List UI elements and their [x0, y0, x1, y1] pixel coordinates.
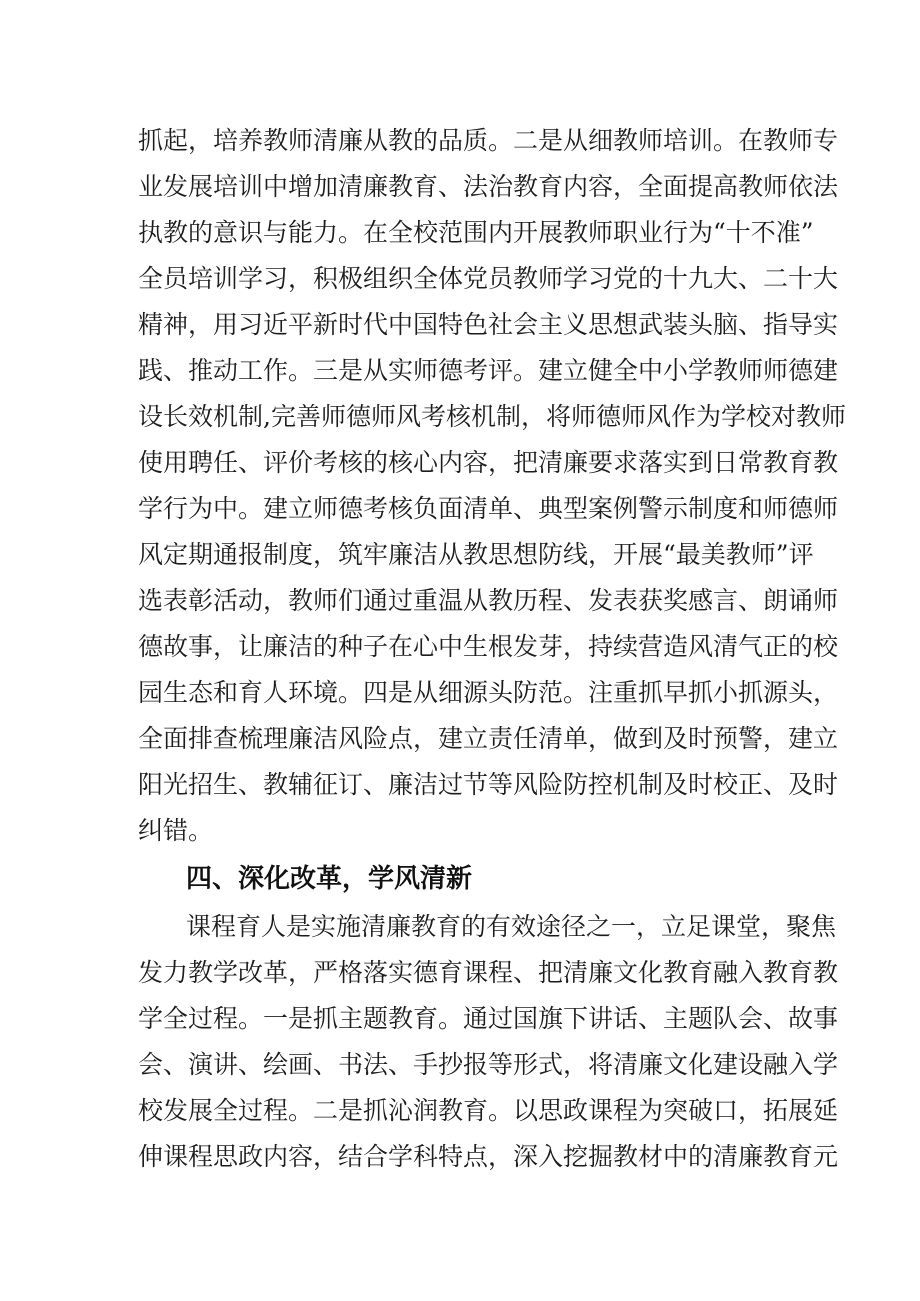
- paragraph-1-line-3: 执教的意识与能力。在全校范围内开展教师职业行为“十不准”: [138, 218, 814, 247]
- paragraph-1-line-15: 阳光招生、教辅征订、廉洁过节等风险防控机制及时校正、及时: [138, 770, 839, 799]
- paragraph-1-line-11: 选表彰活动，教师们通过重温从教历程、发表获奖感言、朗诵师: [138, 586, 839, 615]
- section-heading: 四、深化改革，学风清新: [186, 864, 473, 894]
- paragraph-1-line-8: 使用聘任、评价考核的核心内容，把清廉要求落实到日常教育教: [138, 448, 839, 477]
- paragraph-2-line-4: 会、演讲、绘画、书法、手抄报等形式，将清廉文化建设融入学: [138, 1050, 839, 1079]
- paragraph-1-line-16: 纠错。: [138, 816, 214, 845]
- paragraph-2-line-6: 伸课程思政内容，结合学科特点，深入挖掘教材中的清廉教育元: [138, 1142, 839, 1171]
- paragraph-2-line-5: 校发展全过程。二是抓沁润教育。以思政课程为突破口，拓展延: [138, 1096, 839, 1125]
- paragraph-1-line-13: 园生态和育人环境。四是从细源头防范。注重抓早抓小抓源头，: [138, 678, 839, 707]
- paragraph-1-line-6: 践、推动工作。三是从实师德考评。建立健全中小学教师师德建: [138, 356, 839, 385]
- paragraph-1-line-10: 风定期通报制度，筑牢廉洁从教思想防线，开展“最美教师”评: [138, 540, 814, 569]
- paragraph-1-line-5: 精神，用习近平新时代中国特色社会主义思想武装头脑、指导实: [138, 310, 839, 339]
- paragraph-1-line-12: 德故事，让廉洁的种子在心中生根发芽，持续营造风清气正的校: [138, 632, 839, 661]
- paragraph-1-line-2: 业发展培训中增加清廉教育、法治教育内容，全面提高教师依法: [138, 172, 839, 201]
- paragraph-1-line-7: 设长效机制,完善师德师风考核机制，将师德师风作为学校对教师: [138, 402, 846, 431]
- paragraph-2-line-3: 学全过程。一是抓主题教育。通过国旗下讲话、主题队会、故事: [138, 1004, 839, 1033]
- paragraph-2-line-1: 课程育人是实施清廉教育的有效途径之一，立足课堂，聚焦: [186, 912, 837, 941]
- paragraph-1-line-9: 学行为中。建立师德考核负面清单、典型案例警示制度和师德师: [138, 494, 839, 523]
- paragraph-2-line-2: 发力教学改革，严格落实德育课程、把清廉文化教育融入教育教: [138, 958, 839, 987]
- paragraph-1-line-1: 抓起，培养教师清廉从教的品质。二是从细教师培训。在教师专: [138, 126, 839, 155]
- paragraph-1-line-14: 全面排查梳理廉洁风险点，建立责任清单，做到及时预警，建立: [138, 724, 839, 753]
- paragraph-1-line-4: 全员培训学习，积极组织全体党员教师学习党的十九大、二十大: [138, 264, 839, 293]
